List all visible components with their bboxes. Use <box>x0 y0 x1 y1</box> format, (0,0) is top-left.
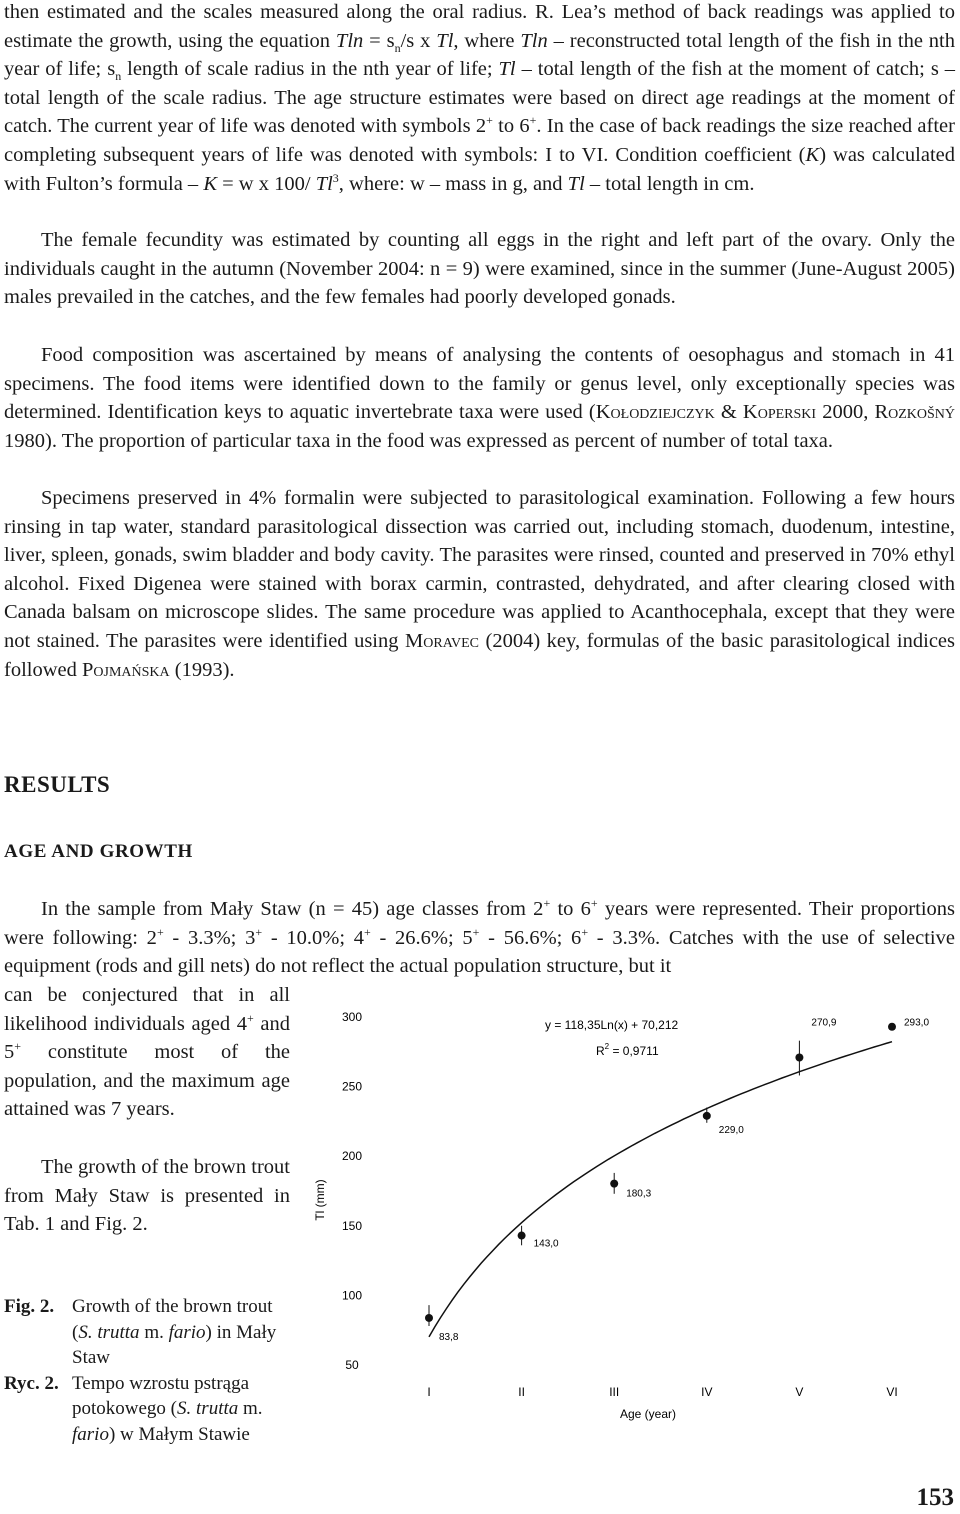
growth-chart <box>300 1000 960 1440</box>
data-point <box>795 1054 803 1062</box>
fecundity-paragraph: The female fecundity was estimated by counting all eggs in the right and left part of the ovary. Only the individuals caught in the autumn (November 2004: n = 9) were examined, since in the summer (June-August 2005) males prevailed in the catches, and the few females had poorly developed gonads. <box>4 229 955 309</box>
y-tick-label: 100 <box>341 1288 363 1303</box>
intro-paragraph: then estimated and the scales measured along the oral radius. R. Lea’s method of back readings was applied to estimate the growth, using the equation $Tln = s_n/s$ x Tl, where Tln – reconstructed total length of the fish in the nth year of life; $s_n$ length of scale radius in the nth year of life; Tl – total length of the fish at the moment of catch; s – total length of the scale radius. The age structure estimates were based on direct age readings at the moment of catch. The current year of life was denoted with symbols 2+ to 6+. In the case of back readings the size reached after completing subsequent years of life was denoted with symbols: I to VI. Condition coefficient (K) was calculated with Fulton’s formula – K = w x 100/ Tl$^3$, where: w – mass in g, and Tl – total length in cm. <box>4 1 955 195</box>
x-axis-label: Age (year) <box>619 1407 677 1421</box>
caption-fig-text: Growth of the brown trout (S. trutta m. fario) in Mały Staw <box>72 1296 277 1368</box>
y-tick-label: 250 <box>341 1079 363 1094</box>
caption-english <box>4 1294 294 1371</box>
data-label: 83,8 <box>439 1331 459 1343</box>
caption-fig-tag: Fig. 2. <box>4 1296 55 1317</box>
caption-polish <box>4 1371 294 1448</box>
y-axis-ticks <box>342 1010 362 1372</box>
data-point <box>888 1023 896 1031</box>
caption-ryc-tag: Ryc. 2. <box>4 1372 59 1394</box>
y-tick-label: 200 <box>341 1149 363 1164</box>
data-points <box>425 1018 929 1343</box>
data-label: 143,0 <box>533 1238 559 1250</box>
x-tick-label: II <box>518 1385 525 1399</box>
figure-caption <box>4 1294 294 1447</box>
age-growth-heading: AGE AND GROWTH <box>4 841 193 862</box>
data-label: 180,3 <box>626 1188 652 1200</box>
population-paragraph: can be conjectured that in all likelihood individuals aged 4+ and 5+ constitute most of the population, and the maximum age attained was 7 years. <box>4 984 290 1121</box>
results-heading: RESULTS <box>4 772 111 797</box>
trendline-equation: y = 118,35Ln(x) + 70,212 <box>545 1018 679 1032</box>
r-squared-label: $R^2 = 0,9711$ <box>596 1042 659 1058</box>
page-number: 153 <box>916 1484 954 1511</box>
y-tick-label: 150 <box>341 1218 363 1233</box>
food-paragraph: Food composition was ascertained by means of analysing the contents of oesophagus and stomach in 41 specimens. The food items were identified down to the family or genus level, only exceptionally species was determined. Identification keys to aquatic invertebrate taxa were used (Kołodziejczyk & Koperski 2000, Rozkošný 1980). The proportion of particular taxa in the food was expressed as percent of number of total taxa. <box>4 344 956 452</box>
data-label: 293,0 <box>904 1017 930 1029</box>
y-tick-label: 50 <box>345 1358 359 1372</box>
x-axis-ticks <box>427 1385 897 1399</box>
x-tick-label: I <box>427 1385 431 1399</box>
parasites-paragraph: Specimens preserved in 4% formalin were subjected to parasitological examination. Following a few hours rinsing in tap water, standard parasitological dissection was carried out, including stomach, duodenum, intestine, liver, spleen, gonads, swim bladder and body cavity. The parasites were rinsed, counted and preserved in 70% ethyl alcohol. Fixed Digenea were stained with borax carmin, contrasted, dehydrated, and after clearing closed with Canada balsam on microscope slides. The same procedure was applied to Acanthocephala, except that they were not stained. The parasites were identified using Moravec (2004) key, formulas of the basic parasitological indices followed Pojmańska (1993). <box>4 487 956 681</box>
x-tick-label: IV <box>701 1385 713 1399</box>
sample-paragraph: In the sample from Mały Staw (n = 45) age classes from 2+ to 6+ years were represented. Their proportions were following: 2+ - 3.3%; 3+ - 10.0%; 4+ - 26.6%; 5+ - 56.6%; 6+ - 3.3%. Catches with the use of selective equipment (rods and gill nets) do not reflect the actual population structure, but it <box>4 896 955 978</box>
data-label: 229,0 <box>718 1124 744 1136</box>
trendline <box>429 1042 892 1337</box>
data-point <box>610 1180 618 1188</box>
y-axis-label: Tl (mm) <box>313 1179 327 1221</box>
data-label: 270,9 <box>811 1017 837 1029</box>
data-point <box>703 1112 711 1120</box>
x-tick-label: III <box>609 1385 620 1399</box>
x-tick-label: V <box>795 1385 804 1399</box>
data-point <box>425 1314 433 1322</box>
y-tick-label: 300 <box>341 1010 363 1024</box>
data-point <box>518 1232 526 1240</box>
growth-paragraph: The growth of the brown trout from Mały Staw is presented in Tab. 1 and Fig. 2. <box>4 1156 290 1236</box>
x-tick-label: VI <box>886 1385 898 1399</box>
caption-ryc-text: Tempo wzrostu pstrąga potokowego (S. trutta m. fario) w Małym Stawie <box>72 1372 263 1445</box>
